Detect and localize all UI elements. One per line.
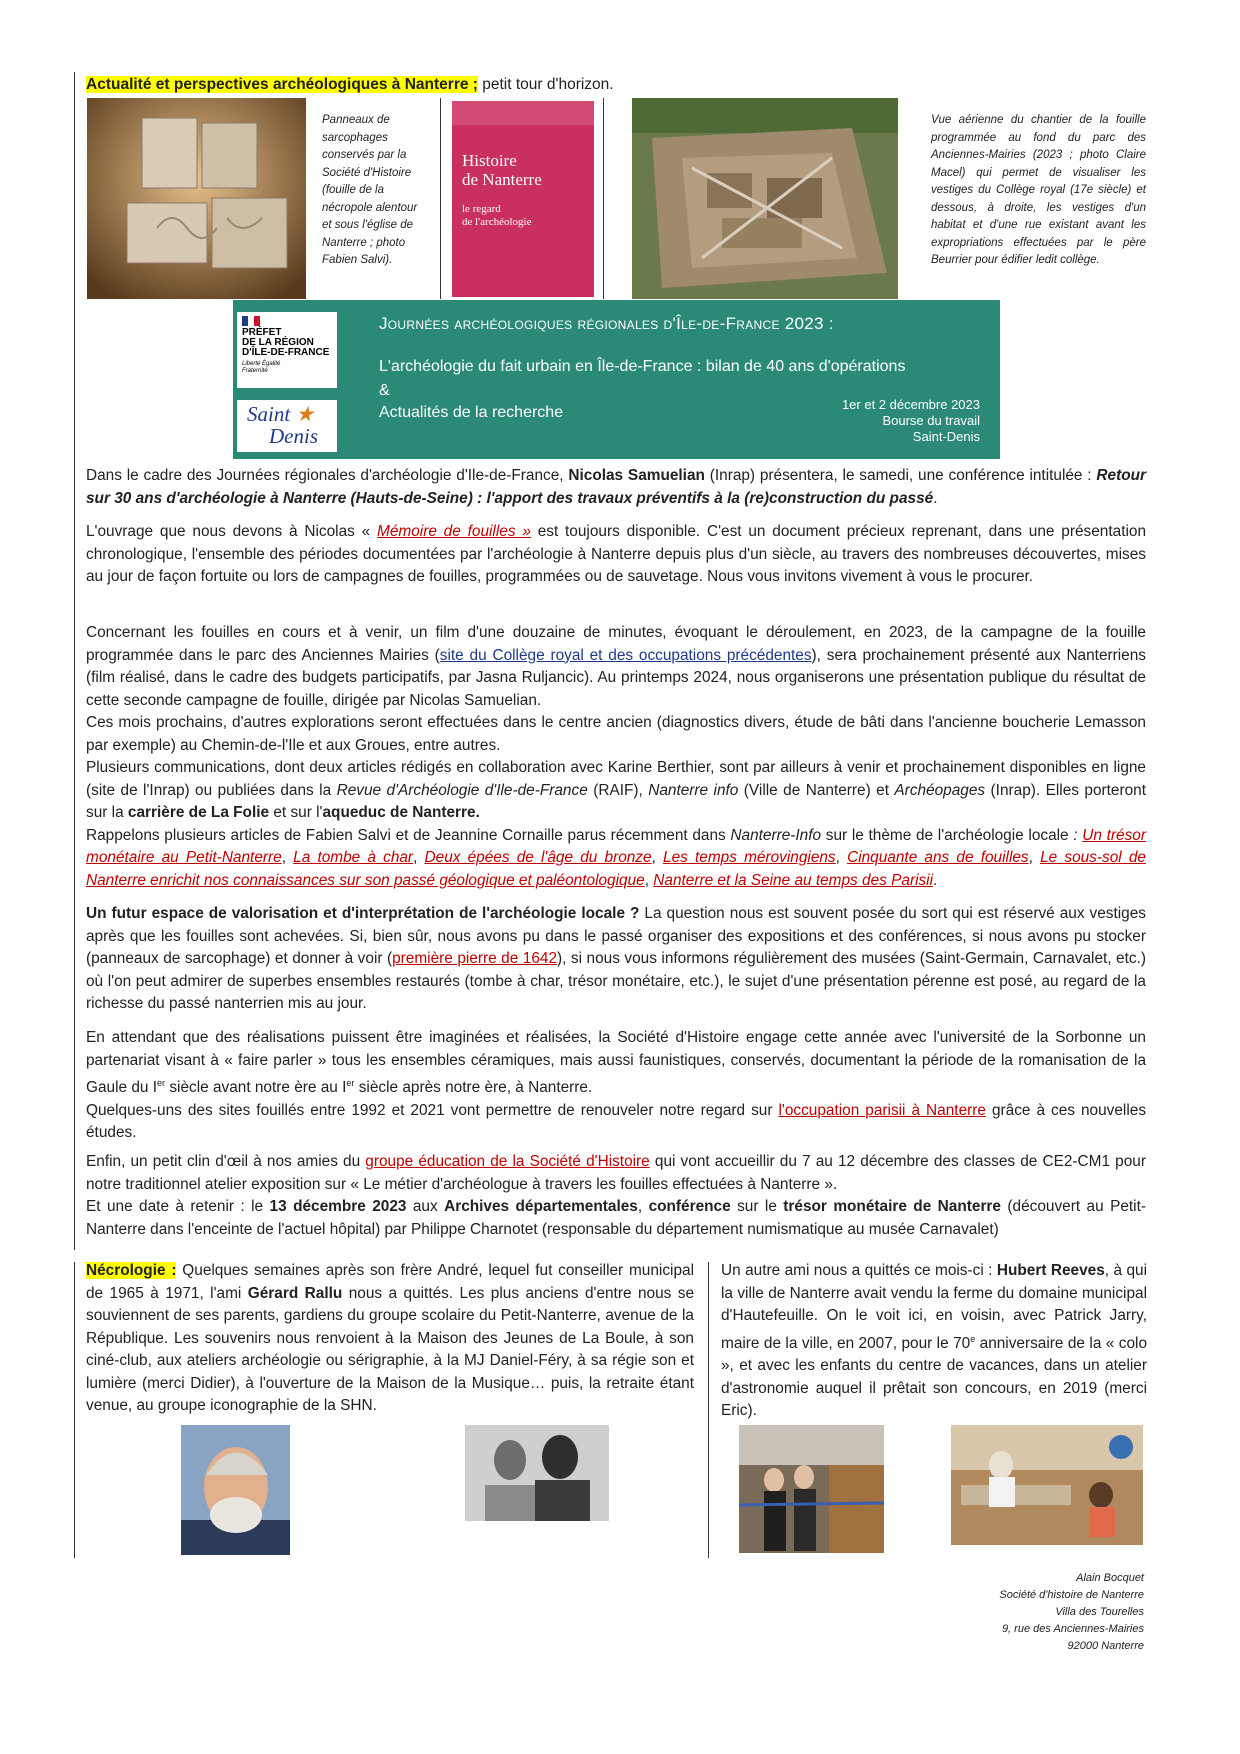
signature-address-3: 92000 Nanterre bbox=[1067, 1640, 1144, 1652]
nanterre-info-title-2: Nanterre-Info bbox=[730, 826, 822, 844]
left-margin-rule-bottom bbox=[74, 1262, 75, 1558]
p3-text-a: Concernant les fouilles en cours et à venir, un film d'une douzaine de minutes, évoquant le déroulement, en 2023, de la campagne de la fouille programmée dans le parc des Anciennes Mairies ( bbox=[86, 624, 1146, 664]
p6-colon: : bbox=[1073, 826, 1078, 844]
conference-title: Retour sur 30 ans d'archéologie à Nanterre (Hauts-de-Seine) : l'apport des travaux préventifs à la (re)construction du passé bbox=[86, 467, 1146, 507]
nanterre-info-title: Nanterre info bbox=[648, 781, 739, 799]
valorisation-question: Un futur espace de valorisation et d'interprétation de l'archéologie locale ? bbox=[86, 905, 640, 922]
caption-divider-2 bbox=[603, 98, 604, 299]
prefet-line3: D'ÎLE-DE-FRANCE bbox=[242, 347, 330, 358]
premiere-pierre-link[interactable]: première pierre de 1642 bbox=[392, 950, 558, 967]
paragraph-education bbox=[86, 1151, 1146, 1241]
book-subtitle-1: le regard bbox=[462, 203, 501, 215]
article-link-cinquante-ans[interactable]: Cinquante ans de fouilles bbox=[847, 849, 1029, 866]
p5-text-c: (Ville de Nanterre) et bbox=[738, 781, 895, 799]
caption-divider bbox=[440, 98, 441, 299]
necrologie-reeves bbox=[721, 1260, 1147, 1423]
p5-text-e: et sur l' bbox=[269, 804, 323, 821]
speaker-name: Nicolas Samuelian bbox=[568, 467, 705, 484]
title-highlight: Actualité et perspectives archéologiques à Nanterre ; bbox=[86, 76, 478, 93]
p8-text-a: En attendant que des réalisations puissent être imaginées et réalisées, la Société d'Histoire engage cette année avec l'université de la Sorbonne un partenariat visant à « faire parler » tous les ensembles céramiques, mais aussi faunistiques, conservés, documentant la période de la romanisation de la Gaule du I bbox=[86, 1029, 1146, 1097]
p1-text-b: (Inrap) présentera, le samedi, une conférence intitulée : bbox=[704, 467, 1097, 484]
memoire-de-fouilles-link[interactable]: Mémoire de fouilles » bbox=[377, 523, 531, 540]
book-title-1: Histoire bbox=[462, 151, 517, 170]
banner-title: Journées archéologiques régionales d'Île-de-France 2023 : bbox=[379, 314, 834, 333]
article-link-tombe[interactable]: La tombe à char bbox=[293, 849, 414, 866]
necro-text-a: Quelques semaines après son frère André, lequel fut conseiller municipal de 1965 à 1971, l'ami bbox=[86, 1262, 694, 1302]
raif-title: Revue d'Archéologie d'Ile-de-France bbox=[336, 781, 588, 799]
p8-sup-1: er bbox=[157, 1078, 166, 1088]
p10-text-b: qui vont accueillir du 7 au 12 décembre des classes de CE2-CM1 pour notre traditionnel atelier exposition sur « Le métier d'archéologue à travers les fouilles effectuées à Nanterre ». bbox=[86, 1153, 1146, 1193]
tresor-monetaire: trésor monétaire de Nanterre bbox=[783, 1198, 1001, 1215]
journees-banner bbox=[233, 300, 1000, 459]
p3-text-b: ), sera prochainement présenté aux Nanterriens (film réalisé, dans le cadre des budgets participatifs, par Jasna Ruljancic). Au printemps 2024, nous organiserons une présentation publique du résultat de cette seconde campagne de fouille, dirigée par Nicolas Samuelian. bbox=[86, 646, 1146, 709]
saint-denis-word-2: Denis bbox=[269, 424, 318, 448]
prefet-motto: Liberté Égalité Fraternité bbox=[242, 361, 281, 374]
paragraph-memoire bbox=[86, 521, 1146, 589]
paragraph-valorisation bbox=[86, 903, 1146, 1016]
signature-block bbox=[999, 1570, 1144, 1655]
column-divider bbox=[708, 1262, 709, 1558]
p5-text-d: (Inrap). Elles porteront sur la bbox=[86, 781, 1146, 821]
p6-text-b: sur le thème de l'archéologie locale bbox=[821, 826, 1074, 844]
paragraph-explorations: Ces mois prochains, d'autres explorations seront effectuées dans le centre ancien (diagnostics divers, étude de bâti dans l'ancienne boucherie Lemasson par exemple) au Chemin-de-l'Ile et aux Groues, entre autres. bbox=[86, 714, 1146, 754]
event-date: 13 décembre 2023 bbox=[269, 1198, 407, 1215]
p7-text-a: La question nous est souvent posée du sort qui est réservé aux vestiges après que les fouilles sont achevées. Si, bien sûr, nous avons pu dans le passé organiser des expositions et des conférences, si nous avons pu stocker (panneaux de sarcophage) et donner à voir ( bbox=[86, 905, 1146, 967]
p8-text-c: siècle après notre ère, à Nanterre. bbox=[354, 1079, 593, 1097]
banner-subtitle-2: Actualités de la recherche bbox=[379, 404, 564, 421]
conference-word: conférence bbox=[648, 1198, 731, 1215]
p8-sup-2: er bbox=[346, 1078, 355, 1088]
necrologie-rallu bbox=[86, 1260, 694, 1418]
sarcophagus-caption: Panneaux de sarcophages conservés par la Société d'Histoire (fouille de la nécropole alentour et sous l'église de Nanterre ; photo Fabien Salvi). bbox=[322, 114, 418, 266]
article-link-tresor[interactable]: Un trésor monétaire au Petit-Nanterre bbox=[86, 826, 1146, 866]
p6-text-a: Rappelons plusieurs articles de Fabien Salvi et de Jeannine Cornaille parus récemment dans bbox=[86, 826, 731, 844]
page-title bbox=[86, 76, 614, 94]
title-rest: petit tour d'horizon. bbox=[477, 76, 614, 93]
carriere-la-folie: carrière de La Folie bbox=[127, 804, 270, 821]
rallu-workshop-photo bbox=[465, 1425, 609, 1521]
article-link-merovingiens[interactable]: Les temps mérovingiens bbox=[663, 849, 836, 866]
p8-text-b: siècle avant notre ère au I bbox=[165, 1079, 347, 1097]
reeves-ceremony-photo bbox=[739, 1425, 884, 1553]
saint-denis-word-1: Saint bbox=[247, 402, 291, 426]
signature-org: Société d'histoire de Nanterre bbox=[999, 1589, 1144, 1601]
signature-address-1: Villa des Tourelles bbox=[1055, 1606, 1144, 1618]
p1-text-a: Dans le cadre des Journées régionales d'archéologie d'Ile-de-France, bbox=[86, 467, 569, 484]
p10-text-a: Enfin, un petit clin d'œil à nos amies du bbox=[86, 1153, 366, 1170]
reeves-text-a: Un autre ami nous a quittés ce mois-ci : bbox=[721, 1262, 997, 1279]
banner-date: 1er et 2 décembre 2023 bbox=[841, 397, 980, 412]
paragraph-fouilles: Concernant les fouilles en cours et à venir, un film d'une douzaine de minutes, évoquant le déroulement, en 2023, de la campagne de la fouille programmée dans le parc des Anciennes Mairies (site du Collège royal et des occupations précédentes), sera prochainement présenté aux Nanterriens (film réalisé, dans le cadre des budgets participatifs, par Jasna Ruljancic). Au printemps 2024, nous organiserons une présentation publique du résultat de cette seconde campagne de fouille, dirigée par Nicolas Samuelian. Ces mois prochains, d'autres explorations seront effectuées dans le centre ancien (diagnostics divers, étude de bâti dans l'ancienne boucherie Lemasson par exemple) au Chemin-de-l'Ile et aux Groues, entre autres. Plusieurs communications, dont deux articles rédigés en collaboration avec Karine Berthier, sont par ailleurs à venir et prochainement disponibles en ligne (site de l'Inrap) ou publiées dans la Revue d'Archéologie d'Ile-de-France (RAIF), Nanterre info (Ville de Nanterre) et Archéopages (Inrap). Elles porteront sur la carrière de La Folie et sur l'aqueduc de Nanterre. Rappelons plusieurs articles de Fabien Salvi et de Jeannine Cornaille parus récemment dans Nanterre-Info sur le thème de l'archéologie locale : Un trésor monétaire au Petit-Nanterre, La tombe à char, Deux épées de l'âge du bronze, Les temps mérovingiens, Cinquante ans de fouilles, Le sous-sol de Nanterre enrichit nos connaissances sur son passé géologique et paléontologique, Nanterre et la Seine au temps des Parisii. bbox=[86, 624, 1146, 889]
p11-text-a: Et une date à retenir : le bbox=[86, 1198, 270, 1215]
p9-text-a: Quelques-uns des sites fouillés entre 1992 et 2021 vont permettre de renouveler notre regard sur bbox=[86, 1101, 779, 1119]
p5-text-b: (RAIF), bbox=[587, 781, 649, 799]
p2-text-b: est toujours disponible. C'est un document précieux reprenant, dans une présentation chronologique, l'ensemble des périodes documentées par l'archéologie à Nanterre depuis plus d'un siècle, au travers des nombreuses découvertes, mises au jour de façon fortuite ou lors de campagnes de fouilles, programmées ou de sauvetage. Nous vous invitons vivement à vous le procurer. bbox=[86, 523, 1147, 585]
left-margin-rule bbox=[74, 72, 75, 1250]
hubert-reeves: Hubert Reeves bbox=[996, 1262, 1105, 1279]
banner-subtitle-1: L'archéologie du fait urbain en Île-de-France : bilan de 40 ans d'opérations bbox=[379, 358, 906, 375]
p11-text-d: sur le bbox=[730, 1198, 784, 1215]
article-link-sous-sol[interactable]: Le sous-sol de Nanterre enrichit nos connaissances sur son passé géologique et paléontologique bbox=[86, 849, 1146, 889]
college-royal-link[interactable]: site du Collège royal et des occupations précédentes bbox=[439, 646, 812, 664]
p2-text-a: L'ouvrage que nous devons à Nicolas « bbox=[86, 523, 378, 540]
p1-text-c: . bbox=[933, 489, 938, 507]
prefet-line1: PRÉFET bbox=[242, 327, 282, 338]
archives-departementales: Archives départementales bbox=[444, 1198, 638, 1215]
book-cover bbox=[452, 101, 594, 297]
article-link-parisii[interactable]: Nanterre et la Seine au temps des Parisii bbox=[653, 871, 934, 889]
aerial-caption: Vue aérienne du chantier de la fouille programmée au fond du parc des Anciennes-Mairies (2023 ; photo Claire Macel) qui permet de visualiser les vestiges du Collège royal (17e siècle) et dessous, à droite, les vestiges d'un habitat et d'une rue existant avant les expropriations effectuées par le père Beurrier pour édifier ledit collège. bbox=[931, 114, 1146, 266]
necro-text-b: nous a quittés. Les plus anciens d'entre nous se souviennent de ses parents, gardiens du groupe scolaire du Petit-Nanterre, avenue de la République. Les souvenirs nous renvoient à la Maison des Jeunes de La Boule, à son ciné-club, aux ateliers archéologie ou sérigraphie, à la MJ Daniel-Féry, à sa régie son et lumière (merci Didier), à l'ouverture de la Maison de la Musique… puis, la retraite étant venue, au groupe iconographie de la SHN. bbox=[86, 1284, 695, 1414]
reeves-text-c: anniversaire de la « colo », et avec les enfants du centre de vacances, dans un atelier d'astronomie auquel il prêtait son concours, en 2019 (merci Eric). bbox=[721, 1334, 1147, 1420]
occupation-parisii-link[interactable]: l'occupation parisii à Nanterre bbox=[778, 1101, 986, 1119]
book-subtitle-2: de l'archéologie bbox=[462, 216, 532, 228]
p9-text-b: grâce à ces nouvelles études. bbox=[86, 1101, 1147, 1142]
archeopages-title: Archéopages bbox=[894, 781, 986, 799]
banner-place-2: Saint-Denis bbox=[912, 429, 980, 444]
paragraph-conference bbox=[86, 465, 1146, 510]
paragraph-sorbonne bbox=[86, 1027, 1146, 1145]
p7-text-b: ), si nous vous informons régulièrement des musées (Saint-Germain, Carnavalet, etc.) où l'on peut admirer de superbes ensembles restaurés (tombe à char, trésor monétaire, etc.), le sujet d'une présentation pérenne est posé, au regard de la richesse du passé nanterrien mis au jour. bbox=[86, 950, 1146, 1012]
banner-place-1: Bourse du travail bbox=[882, 413, 980, 428]
banner-ampersand: & bbox=[379, 382, 390, 399]
p5-text-a: Plusieurs communications, dont deux articles rédigés en collaboration avec Karine Berthier, sont par ailleurs à venir et prochainement disponibles en ligne (site de l'Inrap) ou publiées dans la bbox=[86, 759, 1146, 799]
p11-text-b: aux bbox=[406, 1198, 445, 1215]
p11-text-c: , bbox=[637, 1198, 649, 1215]
reeves-text-b: , à qui la ville de Nanterre avait vendu la ferme du domaine municipal d'Hautefeuille. On le voit ici, en voisin, avec Patrick Jarry, maire de la ville, en 2007, pour le 70 bbox=[721, 1262, 1147, 1352]
signature-name: Alain Bocquet bbox=[1076, 1572, 1144, 1584]
signature-address-2: 9, rue des Anciennes-Mairies bbox=[1001, 1623, 1144, 1635]
article-link-epees[interactable]: Deux épées de l'âge du bronze bbox=[424, 849, 652, 866]
prefet-line2: DE LA RÉGION bbox=[242, 337, 314, 348]
sarcophagus-photo bbox=[87, 98, 306, 299]
groupe-education-link[interactable]: groupe éducation de la Société d'Histoire bbox=[365, 1153, 650, 1170]
rallu-portrait-photo bbox=[181, 1425, 290, 1555]
saint-denis-logo: Saint ★ Denis bbox=[237, 400, 337, 452]
reeves-astronomy-photo bbox=[951, 1425, 1143, 1545]
aerial-excavation-photo bbox=[632, 98, 898, 299]
book-title-2: de Nanterre bbox=[462, 170, 542, 189]
aqueduc-nanterre: aqueduc de Nanterre. bbox=[322, 804, 480, 821]
necrologie-label: Nécrologie : bbox=[86, 1262, 177, 1279]
p11-text-e: (découvert au Petit-Nanterre dans l'enceinte de l'actuel hôpital) par Philippe Charnotet (responsable du département numismatique au musée Carnavalet) bbox=[86, 1198, 1147, 1238]
prefet-logo bbox=[237, 312, 337, 388]
reeves-sup: e bbox=[970, 1333, 976, 1344]
gerard-rallu: Gérard Rallu bbox=[247, 1284, 343, 1302]
